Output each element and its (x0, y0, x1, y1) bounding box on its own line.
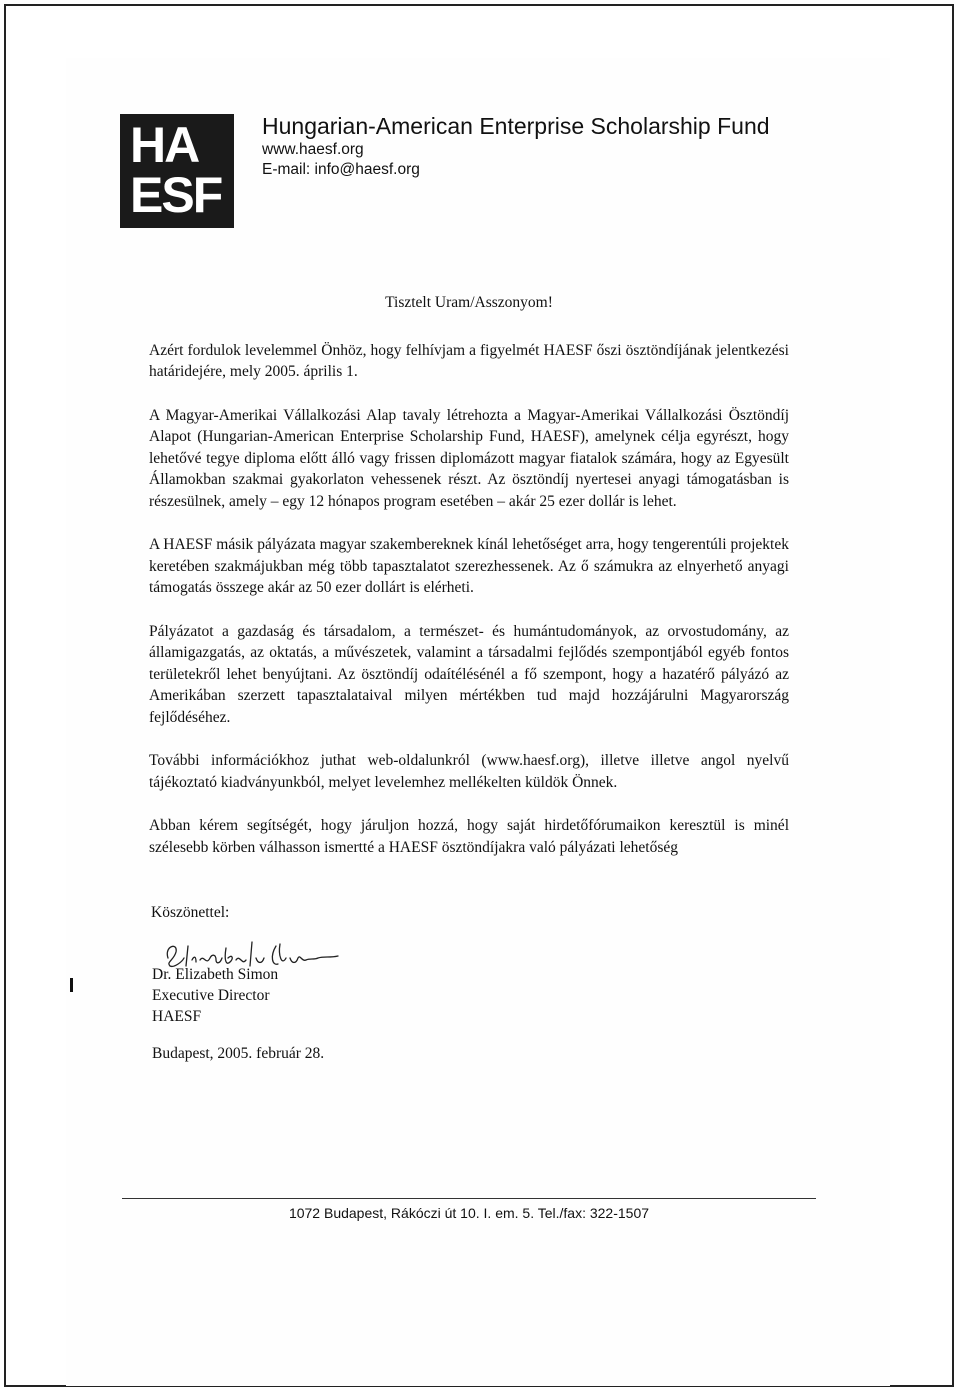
paragraph-5: További információkhoz juthat web-oldalunkról (www.haesf.org), illetve illetve angol nyelvű tájékoztató kiadványunkból, melyet levelemhez mellékelten küldök Önnek. (149, 752, 789, 791)
closing: Köszönettel: (151, 904, 230, 921)
paragraph-6: Abban kérem segítségét, hogy járuljon hozzá, hogy saját hirdetőfórumaikon keresztül is minél szélesebb körben válhasson ismertté a HAESF ösztöndíjakra való pályázati lehetőség (149, 817, 789, 856)
website: www.haesf.org (262, 141, 364, 158)
paragraph-3: A HAESF másik pályázata magyar szakembereknek kínál lehetőséget arra, hogy tengerentúli projektek keretében szakmájukban még több tapasztalatot szerezhessenek. Az ő számukra az elnyerhető anyagi támogatás összege akár az 50 ezer dollárt is elérheti. (149, 536, 789, 596)
signer-title: Executive Director (152, 987, 270, 1004)
paragraph-4: Pályázatot a gazdaság és társadalom, a természet- és humántudományok, az orvostudomány, az államigazgatás, az oktatás, a művészetek, valamint a társadalmi fejlődés szempontjából egyéb fontos területekről lehet benyújtani. Az ösztöndíj odaítélésénél a fő szempont, hogy a hazatérő pályázó az Amerikában szerzett tapasztalataival milyen mértékben tud majd hozzájárulni Magyarország fejlődéséhez. (149, 622, 789, 726)
signer-block (152, 964, 278, 1027)
letterhead (262, 112, 770, 180)
signer-org: HAESF (152, 1008, 202, 1025)
greeting: Tisztelt Uram/Asszonyom! (385, 294, 553, 311)
haesf-logo (120, 114, 234, 228)
footer-address: 1072 Budapest, Rákóczi út 10. I. em. 5. Tel./fax: 322-1507 (288, 1205, 650, 1221)
letter-body (149, 292, 789, 880)
signer-name: Dr. Elizabeth Simon (152, 966, 279, 983)
logo-line-1: HA (130, 117, 199, 173)
paragraph-2: A Magyar-Amerikai Vállalkozási Alap tavaly létrehozta a Magyar-Amerikai Vállalkozási Ösztöndíj Alapot (Hungarian-American Enterprise Scholarship Fund, HAESF), amelynek célja egyrészt, hogy lehetővé tegye diploma előtt álló vagy frissen diplomázott magyar fiatalok számára, hogy az Egyesült Államokban szakmai gyakorlaton vehessenek részt. Az ösztöndíj nyertesei anyagi támogatásban is részesülnek, amely – egy 12 hónapos program esetében – akár 25 ezer dollár is lehet. (149, 406, 789, 510)
logo-line-2: ESF (130, 167, 222, 223)
footer-divider (122, 1198, 816, 1199)
email: E-mail: info@haesf.org (262, 161, 420, 178)
letter-date: Budapest, 2005. február 28. (152, 1045, 325, 1062)
paragraph-1: Azért fordulok levelemmel Önhöz, hogy felhívjam a figyelmét HAESF őszi ösztöndíjának jelentkezési határidejére, mely 2005. április 1. (149, 341, 789, 380)
scan-mark (70, 978, 73, 992)
org-name: Hungarian-American Enterprise Scholarship Fund (262, 113, 770, 139)
